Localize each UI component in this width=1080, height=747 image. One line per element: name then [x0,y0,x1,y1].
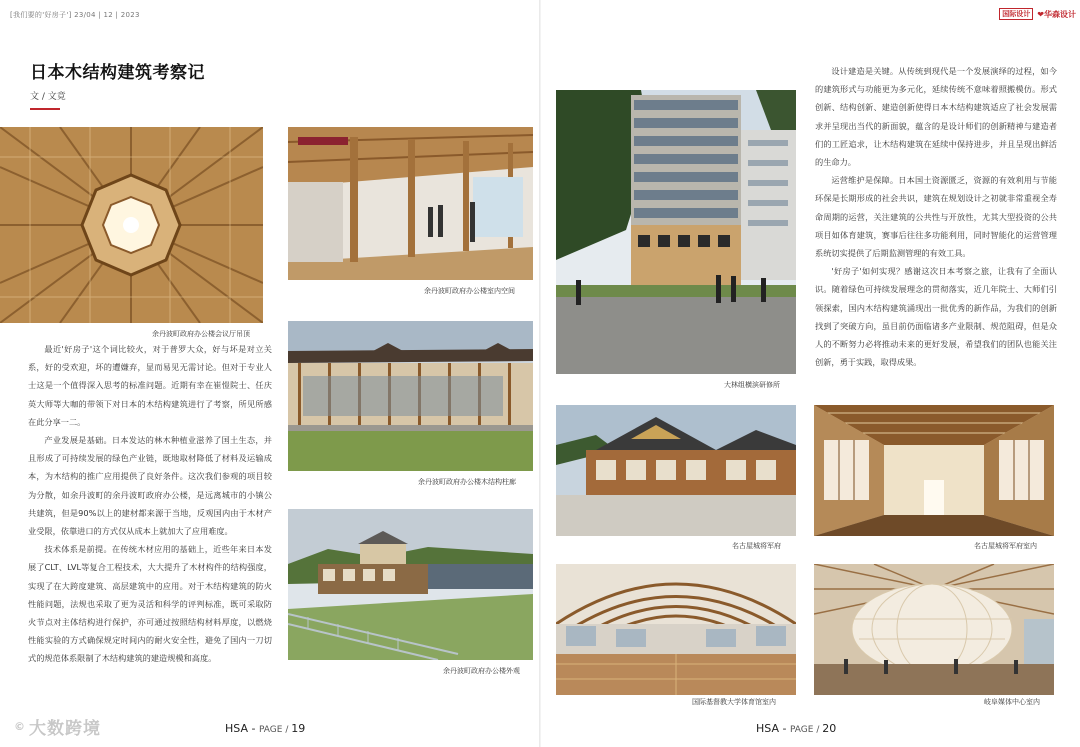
left-paragraph-3: 技术体系是前提。在传统木材应用的基础上，近些年来日本发展了CLT、LVL等复合工程技术，大大提升了木材构件的结构强度，实现了在大跨度建筑、高层建筑中的应用。对于木结构建筑的防火性能问题，法规也采取了更为灵活和科学的评判标准，既可采取防火节点对主体结构进行保护，亦可通过按照结构材料厚度，以燃烧性能实验的方式确保规定时间内的耐火安全性，避免了国内一刀切式的规范体系限制了木结构建筑的建造规模和高度。 [28,544,272,664]
caption-photo-1: 余丹波町政府办公楼会议厅吊顶 [152,330,250,338]
left-paragraph-1: 最近'好房子'这个词比较火，对于普罗大众，好与坏是对立关系，好的受欢迎，坏的遭嫌弃，显而易见无需讨论。但对于专业人士这是一个值得深入思考的标准问题。近期有幸在崔愷院士、任庆英大师等大咖的带领下对日本的木结构建筑进行了考察，所见所感在此分享一二。 [28,344,272,427]
right-body-text [815,62,1057,371]
photo-gym [556,564,796,695]
watermark-text: 大数跨境 [29,719,101,739]
right-paragraph-1: 设计建造是关键。从传统到现代是一个发展演绎的过程，如今的建筑形式与功能更为多元化，延续传统不意味着照搬模仿。形式创新、结构创新、建造创新使得日本木结构建筑适应了社会发展需求并呈现出当代的新面貌，蕴含的是设计师们的创新精神与建造者们的工匠追求，让木结构建筑在延续中保持进步，并且呈现出鲜活的生命力。 [815,66,1057,168]
page-num-left: 19 [291,722,306,735]
caption-photo-2: 余丹波町政府办公楼室内空间 [424,287,515,295]
logo-1: 国际设计 [999,8,1033,20]
caption-photo-6: 名古屋城将军府 [732,542,781,550]
left-paragraph-2: 产业发展是基础。日本发达的林木种植业滋养了国土生态，并且形成了可持续发展的绿色产业链，既地取材降低了材料及运输成本，为木结构的推广应用提供了良好条件。这次我们参观的项目较为分散，如余丹波町的余丹波町政府办公楼，是远离城市的小镇公共建筑，但是90%以上的建材都来源于当地，反观国内由于木材产业受限，依靠进口的方式仅从成本上就加大了应用难度。 [28,435,272,537]
caption-photo-5: 大林组横滨研修所 [724,381,780,389]
page-right [540,0,1080,747]
photo-castle [556,405,796,536]
photo-media-center [814,564,1054,695]
watermark-icon: © [14,720,25,733]
page-label-right: PAGE / [789,725,823,735]
page-label-left: PAGE / [258,725,292,735]
spread-fold [539,0,541,747]
title-rule [30,108,60,110]
page-number-right [756,722,836,735]
left-body-text [28,340,272,668]
page-prefix-left: HSA - [225,722,259,735]
page-num-right: 20 [822,722,837,735]
caption-photo-9: 岐阜媒体中心室内 [984,698,1040,706]
header-tag: [我们要的'好房子'] 23/04 | 12 | 2023 [10,11,140,19]
header-logos [999,8,1076,20]
page-number-left [225,722,305,735]
photo-ceiling [0,127,263,323]
caption-photo-8: 国际基督教大学体育馆室内 [692,698,776,706]
caption-photo-7: 名古屋城将军府室内 [974,542,1037,550]
page-prefix-right: HSA - [756,722,790,735]
right-paragraph-3: '好房子'如何实现？感谢这次日本考察之旅，让我有了全面认识。随着绿色可持续发展理念的贯彻落实，近几年院士、大师们引领探索，国内木结构建筑涌现出一批优秀的新作品，为我们的创新找到了突破方向，虽目前仍面临诸多产业限制、规范阻碍，但是众人的不断努力必将推动未来的更好发展，希望我们的团队也能关注创新，勇于实践，取得成果。 [815,266,1057,368]
photo-interior [288,127,533,280]
caption-photo-4: 余丹波町政府办公楼外观 [443,667,520,675]
photo-exterior [288,509,533,660]
photo-tower [556,90,796,374]
article-title: 日本木结构建筑考察记 [30,63,205,83]
photo-colonnade [288,321,533,471]
photo-castle-interior [814,405,1054,536]
right-paragraph-2: 运营维护是保障。日本国土资源匮乏，资源的有效利用与节能环保是长期形成的社会共识，建筑在规划设计之初就非常重视全寿命周期的运营，关注建筑的公共性与开放性，尤其大型投资的公共项目如体育建筑，赛事后往往多功能利用，同时智能化的运营管理系统切实提供了后期监测管理的有效工具。 [815,175,1057,259]
caption-photo-3: 余丹波町政府办公楼木结构柱廊 [418,478,516,486]
article-author: 文 / 文竟 [30,92,66,102]
logo-2: ❤华森设计 [1037,9,1076,19]
watermark [14,714,101,739]
